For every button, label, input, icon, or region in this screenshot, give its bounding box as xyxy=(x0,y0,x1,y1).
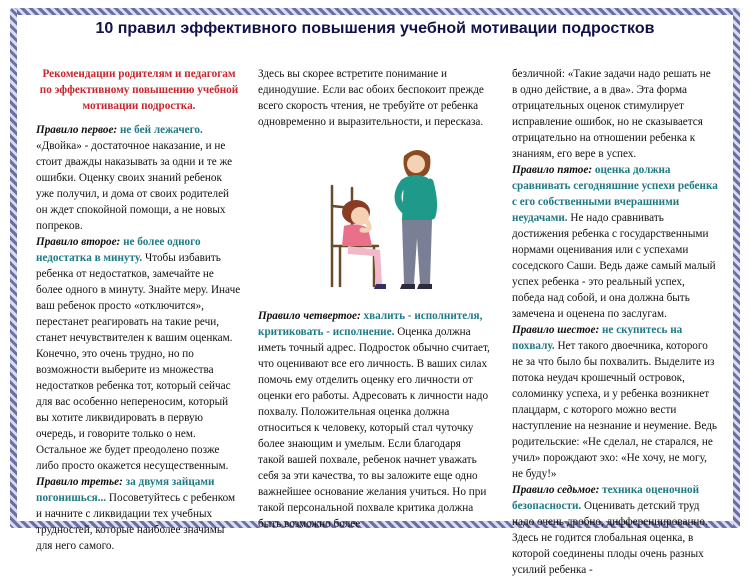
col2-continuation: Здесь вы скорее встретите понимание и единодушие. Если вас обоих беспокоит прежде всего скорость чтения, не требуйте от ребенка одновременно и выразительности, и пересказа. xyxy=(258,68,484,128)
rule-5 xyxy=(512,162,718,322)
rule-3-title: за двумя зайцами погонишься... xyxy=(36,476,215,504)
rule-1-title: не бей лежачего. xyxy=(119,124,203,136)
rule-7-title: техника оценочной безопасности. xyxy=(512,484,700,512)
rule-4-text: Оценка должна иметь точный адрес. Подросток обычно считает, что оценивают все его личность. В ваших силах помочь ему отделить оценку его личности от оценки его работы. Адресовать к личности надо похвалу. Положительная оценка должна относиться к человеку, который стал чуточку более знающим и умелым. Если благодаря такой вашей похвале, ребенок начнет уважать себя за эти качества, то вы заложите еще одно важнейшее основание желания учиться. Но при такой персональной похвале критика должна быть возможно более xyxy=(258,326,490,530)
mother-and-sad-child-illustration xyxy=(318,146,458,296)
rule-6-label: Правило шестое: xyxy=(512,324,600,336)
rule-7 xyxy=(512,482,718,578)
rule-3 xyxy=(36,474,242,554)
border-top xyxy=(10,8,740,15)
rule-1-label: Правило первое: xyxy=(36,124,118,136)
rule-2-title: не более одного недостатка в минуту. xyxy=(36,236,201,264)
rule-1 xyxy=(36,122,242,234)
column-2-rule-4 xyxy=(258,308,490,532)
column-3 xyxy=(512,66,718,578)
rule-4 xyxy=(258,308,490,532)
border-right xyxy=(733,8,740,528)
rule-7-text: Оценивать детский труд надо очень дробно, дифференцированно. Здесь не годится глобальная оценка, в которой соединены плоды очень разных усилий ребенка - xyxy=(512,500,708,576)
rule-2 xyxy=(36,234,242,474)
rule-5-label: Правило пятое: xyxy=(512,164,593,176)
rule-7-label: Правило седьмое: xyxy=(512,484,600,496)
border-left xyxy=(10,8,17,528)
rule-6-text: Нет такого двоечника, которого не за что было бы похвалить. Выделите из потока неудач крошечный островок, соломинку успеха, и у ребенка возникнет плацдарм, с которого можно вести наступление на незнание и неумение. Ведь родительские: «Не сделал, не старался, не учил» порождают эхо: «Не хочу, не могу, не буду!» xyxy=(512,340,718,480)
intro-heading: Рекомендации родителям и педагогам по эффективному повышению учебной мотивации подростка. xyxy=(39,68,239,112)
rule-4-title: хвалить - исполнителя, критиковать - исполнение. xyxy=(258,310,483,338)
rule-6 xyxy=(512,322,718,482)
rule-3-text: Посоветуйтесь с ребенком и начните с ликвидации тех учебных трудностей, которые наиболее значимы для него самого. xyxy=(36,492,236,552)
rule-2-label: Правило второе: xyxy=(36,236,121,248)
rule-5-title: оценка должна сравнивать сегодняшние успехи ребенка с его собственными вчерашними неудачами. xyxy=(512,164,718,224)
page-title: 10 правил эффективного повышения учебной мотивации подростков xyxy=(95,20,655,37)
column-1 xyxy=(36,66,242,554)
column-2 xyxy=(258,66,490,130)
rule-1-text: «Двойка» - достаточное наказание, и не стоит дважды наказывать за одни и те же ошибки. Оценку своих знаний ребенок уже получил, и дома от своих родителей он ждет спокойной помощи, а не новых попреков. xyxy=(36,140,233,232)
rule-3-label: Правило третье: xyxy=(36,476,123,488)
rule-4-label: Правило четвертое: xyxy=(258,310,361,322)
col3-continuation: безличной: «Такие задачи надо решать не в одно действие, а в два». Эта форма отрицательных оценок стимулирует исправление ошибок, но не сказывается отрицательно на отношении ребенка к знаниям, его вере в успех. xyxy=(512,68,711,160)
rule-6-title: не скупитесь на похвалу. xyxy=(512,324,683,352)
rule-2-text: Чтобы избавить ребенка от недостатков, замечайте не более одного в минуту. Знайте меру. Иначе ваш ребенок просто «отключится», перестанет реагировать на такие речи, станет нечувствителен к вашим оценкам. Конечно, это очень трудно, но по возможности выберите из множества недостатков ребенка тот, который сейчас для вас особенно непереносим, который вы хотите ликвидировать в первую очередь, и говорите только о нем. Остальное же будет преодолено позже либо просто окажется несущественным. xyxy=(36,252,241,472)
rule-5-text: Не надо сравнивать достижения ребенка с государственными нормами оценивания или с успехами соседского Саши. Ведь даже самый малый успех ребенка - это реальный успех, победа над собой, и она должна быть замечена и оценена по заслугам. xyxy=(512,212,716,320)
